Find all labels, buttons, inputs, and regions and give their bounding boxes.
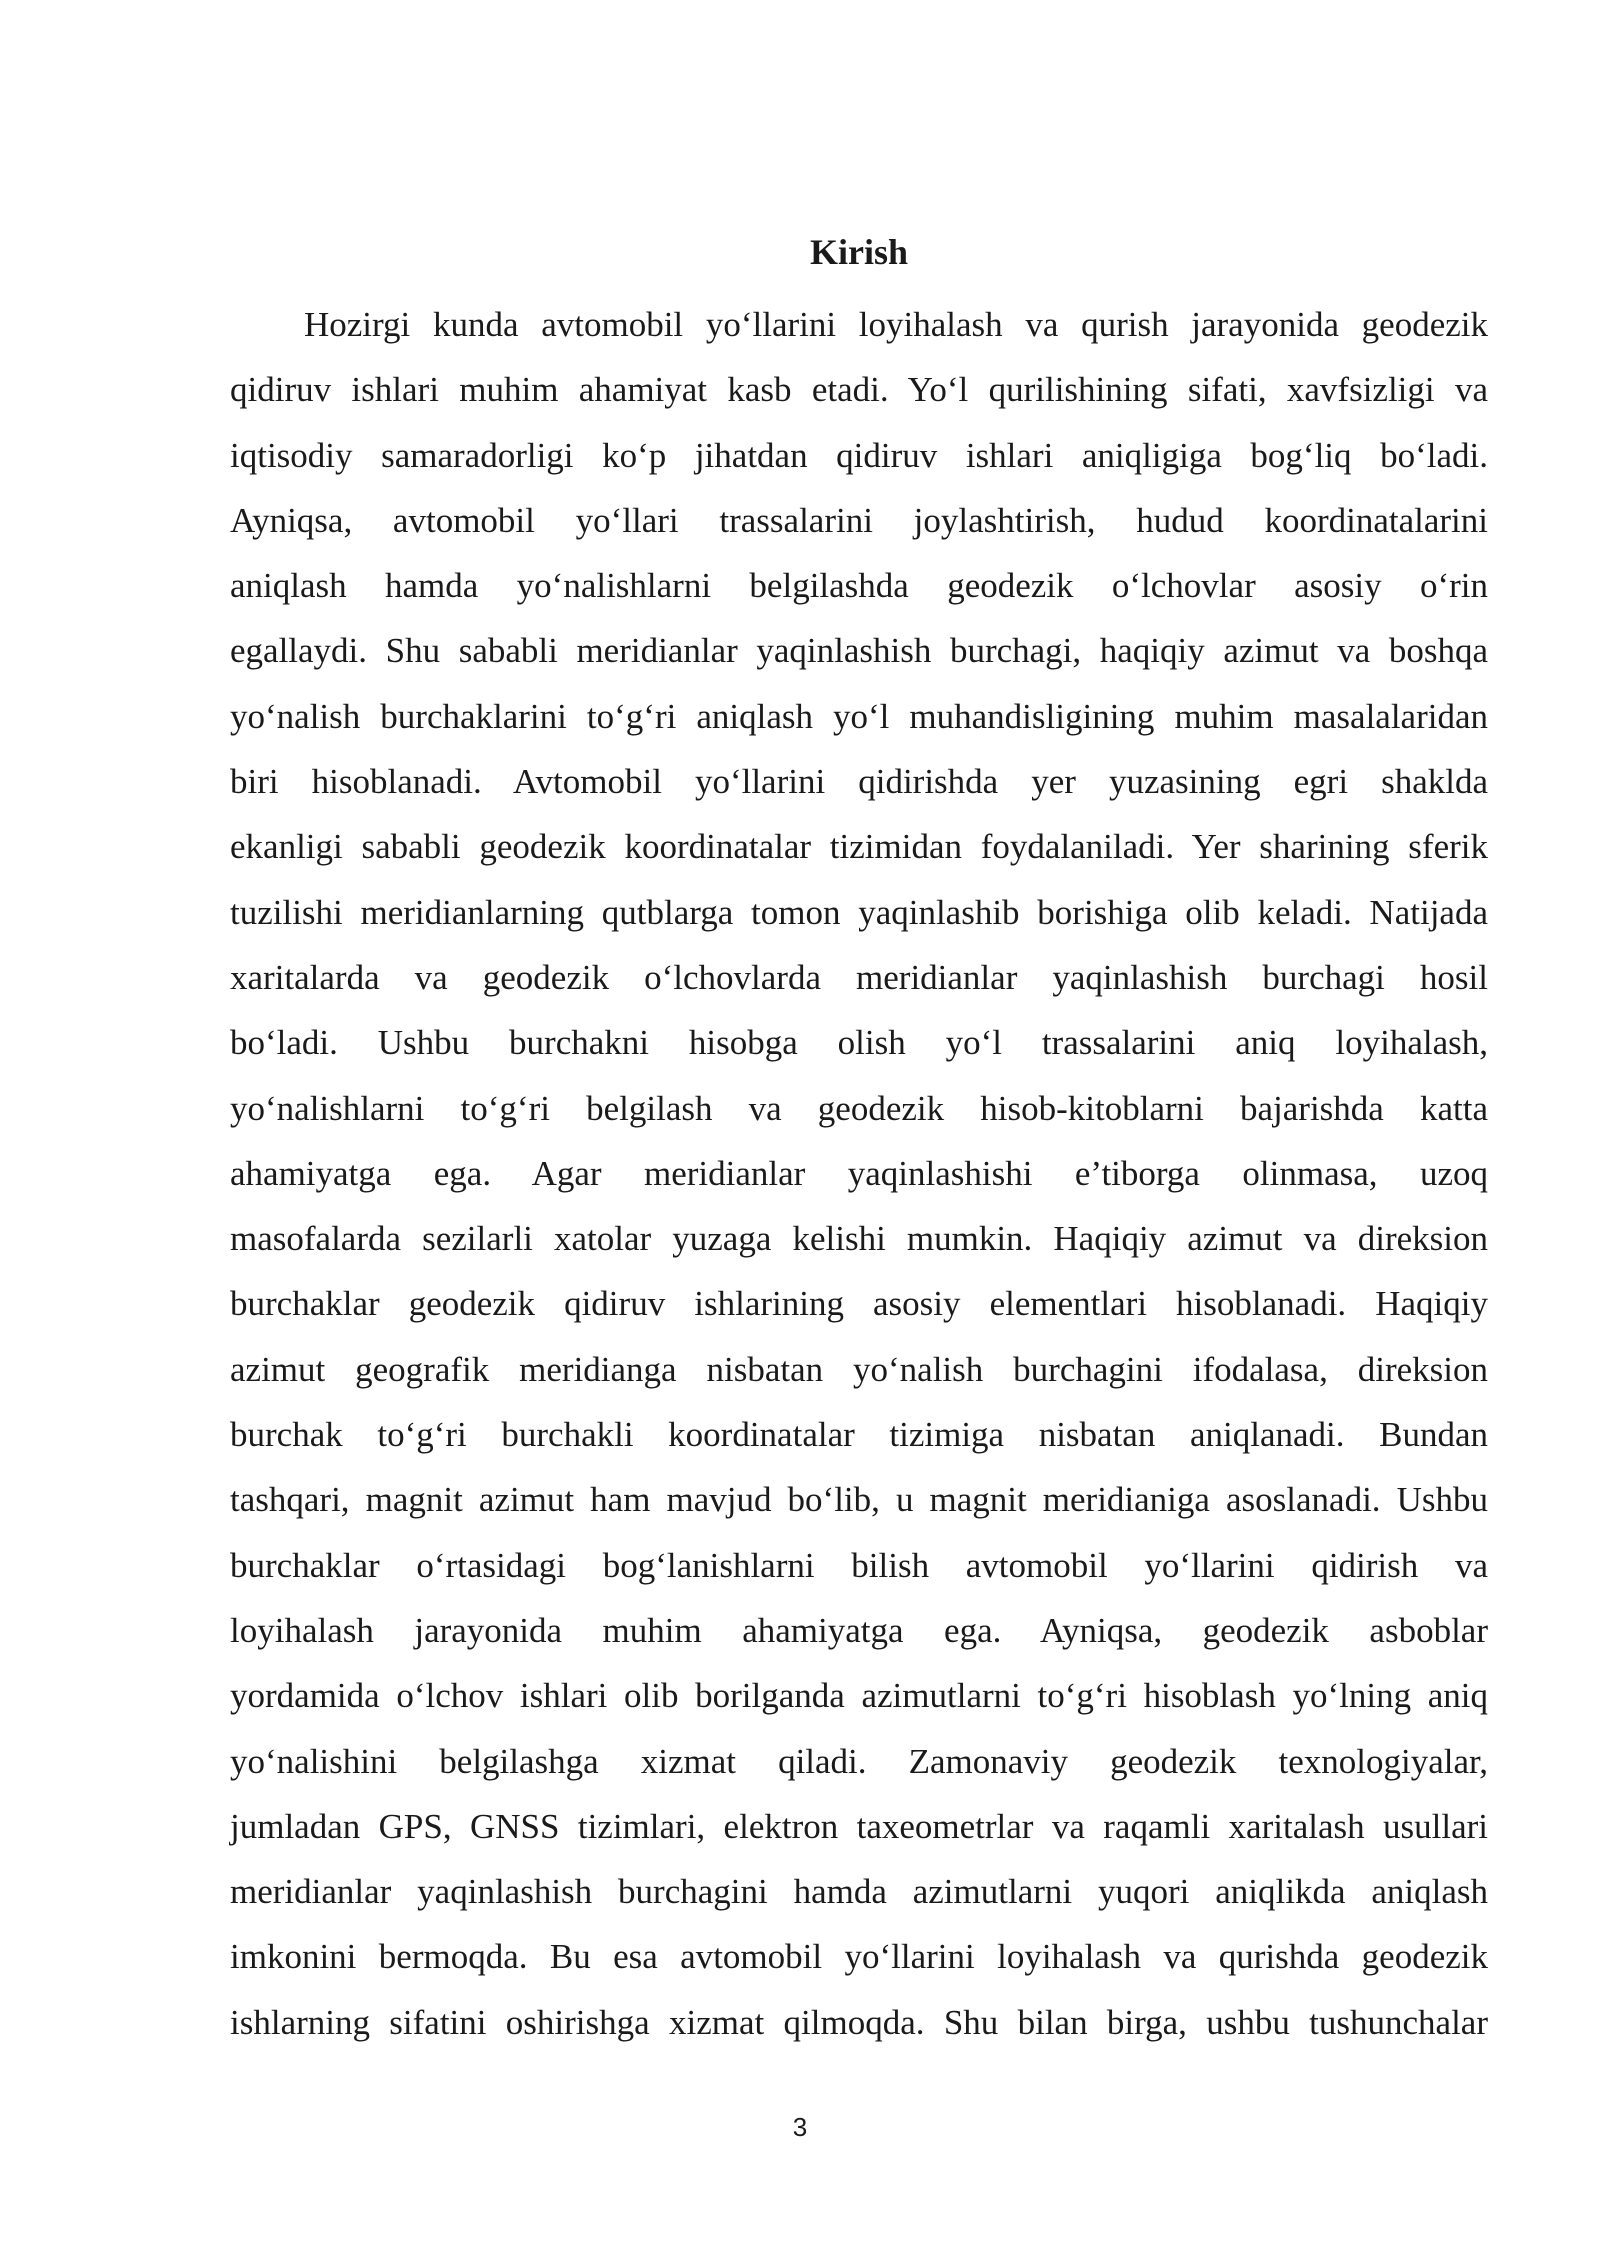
text-line: loyihalash jarayonida muhim ahamiyatga ega. Ayniqsa, geodezik asboblar — [230, 1610, 1488, 1650]
text-line: jumladan GPS, GNSS tizimlari, elektron taxeometrlar va raqamli xaritalash usullari — [230, 1806, 1488, 1846]
text-line: yo‘nalish burchaklarini to‘g‘ri aniqlash yo‘l muhandisligining muhim masalalaridan — [230, 696, 1488, 736]
text-line: imkonini bermoqda. Bu esa avtomobil yo‘llarini loyihalash va qurishda geodezik — [230, 1937, 1488, 1977]
text-line: iqtisodiy samaradorligi ko‘p jihatdan qidiruv ishlari aniqligiga bog‘liq bo‘ladi. — [230, 435, 1488, 475]
text-line: burchaklar geodezik qidiruv ishlarining asosiy elementlari hisoblanadi. Haqiqiy — [230, 1284, 1488, 1324]
text-line: azimut geografik meridianga nisbatan yo‘nalish burchagini ifodalasa, direksion — [230, 1349, 1488, 1389]
text-line: Ayniqsa, avtomobil yo‘llari trassalarini joylashtirish, hudud koordinatalarini — [230, 500, 1488, 540]
text-line: yo‘nalishini belgilashga xizmat qiladi. Zamonaviy geodezik texnologiyalar, — [230, 1741, 1488, 1781]
text-line: Hozirgi kunda avtomobil yo‘llarini loyihalash va qurish jarayonida geodezik — [304, 305, 1488, 344]
text-line: ahamiyatga ega. Agar meridianlar yaqinlashishi e’tiborga olinmasa, uzoq — [230, 1153, 1488, 1193]
text-line: yordamida o‘lchov ishlari olib borilganda azimutlarni to‘g‘ri hisoblash yo‘lning aniq — [230, 1676, 1488, 1716]
text-line: xaritalarda va geodezik o‘lchovlarda meridianlar yaqinlashish burchagi hosil — [230, 957, 1488, 997]
body-paragraph — [230, 292, 1488, 2055]
text-line: ekanligi sababli geodezik koordinatalar tizimidan foydalaniladi. Yer sharining sferik — [230, 827, 1488, 867]
text-line: yo‘nalishlarni to‘g‘ri belgilash va geodezik hisob-kitoblarni bajarishda katta — [230, 1088, 1488, 1128]
text-line: tuzilishi meridianlarning qutblarga tomon yaqinlashib borishiga olib keladi. Natijada — [230, 892, 1488, 932]
text-line: burchaklar o‘rtasidagi bog‘lanishlarni bilish avtomobil yo‘llarini qidirish va — [230, 1545, 1488, 1585]
text-line: egallaydi. Shu sababli meridianlar yaqinlashish burchagi, haqiqiy azimut va boshqa — [230, 631, 1488, 671]
text-line: meridianlar yaqinlashish burchagini hamda azimutlarni yuqori aniqlikda aniqlash — [230, 1872, 1488, 1912]
page-number: 3 — [792, 2112, 808, 2142]
text-line: masofalarda sezilarli xatolar yuzaga kelishi mumkin. Haqiqiy azimut va direksion — [230, 1219, 1488, 1259]
text-line: bo‘ladi. Ushbu burchakni hisobga olish yo‘l trassalarini aniq loyihalash, — [230, 1023, 1488, 1063]
text-line: burchak to‘g‘ri burchakli koordinatalar tizimiga nisbatan aniqlanadi. Bundan — [230, 1415, 1488, 1455]
text-line: aniqlash hamda yo‘nalishlarni belgilashda geodezik o‘lchovlar asosiy o‘rin — [230, 566, 1488, 606]
text-line: qidiruv ishlari muhim ahamiyat kasb etadi. Yo‘l qurilishining sifati, xavfsizligi va — [230, 370, 1488, 410]
text-line: ishlarning sifatini oshirishga xizmat qilmoqda. Shu bilan birga, ushbu tushunchalar — [230, 2002, 1488, 2042]
section-heading: Kirish — [809, 232, 908, 272]
text-line: tashqari, magnit azimut ham mavjud bo‘lib, u magnit meridianiga asoslanadi. Ushbu — [230, 1480, 1488, 1520]
text-line: biri hisoblanadi. Avtomobil yo‘llarini qidirishda yer yuzasining egri shaklda — [230, 762, 1488, 802]
